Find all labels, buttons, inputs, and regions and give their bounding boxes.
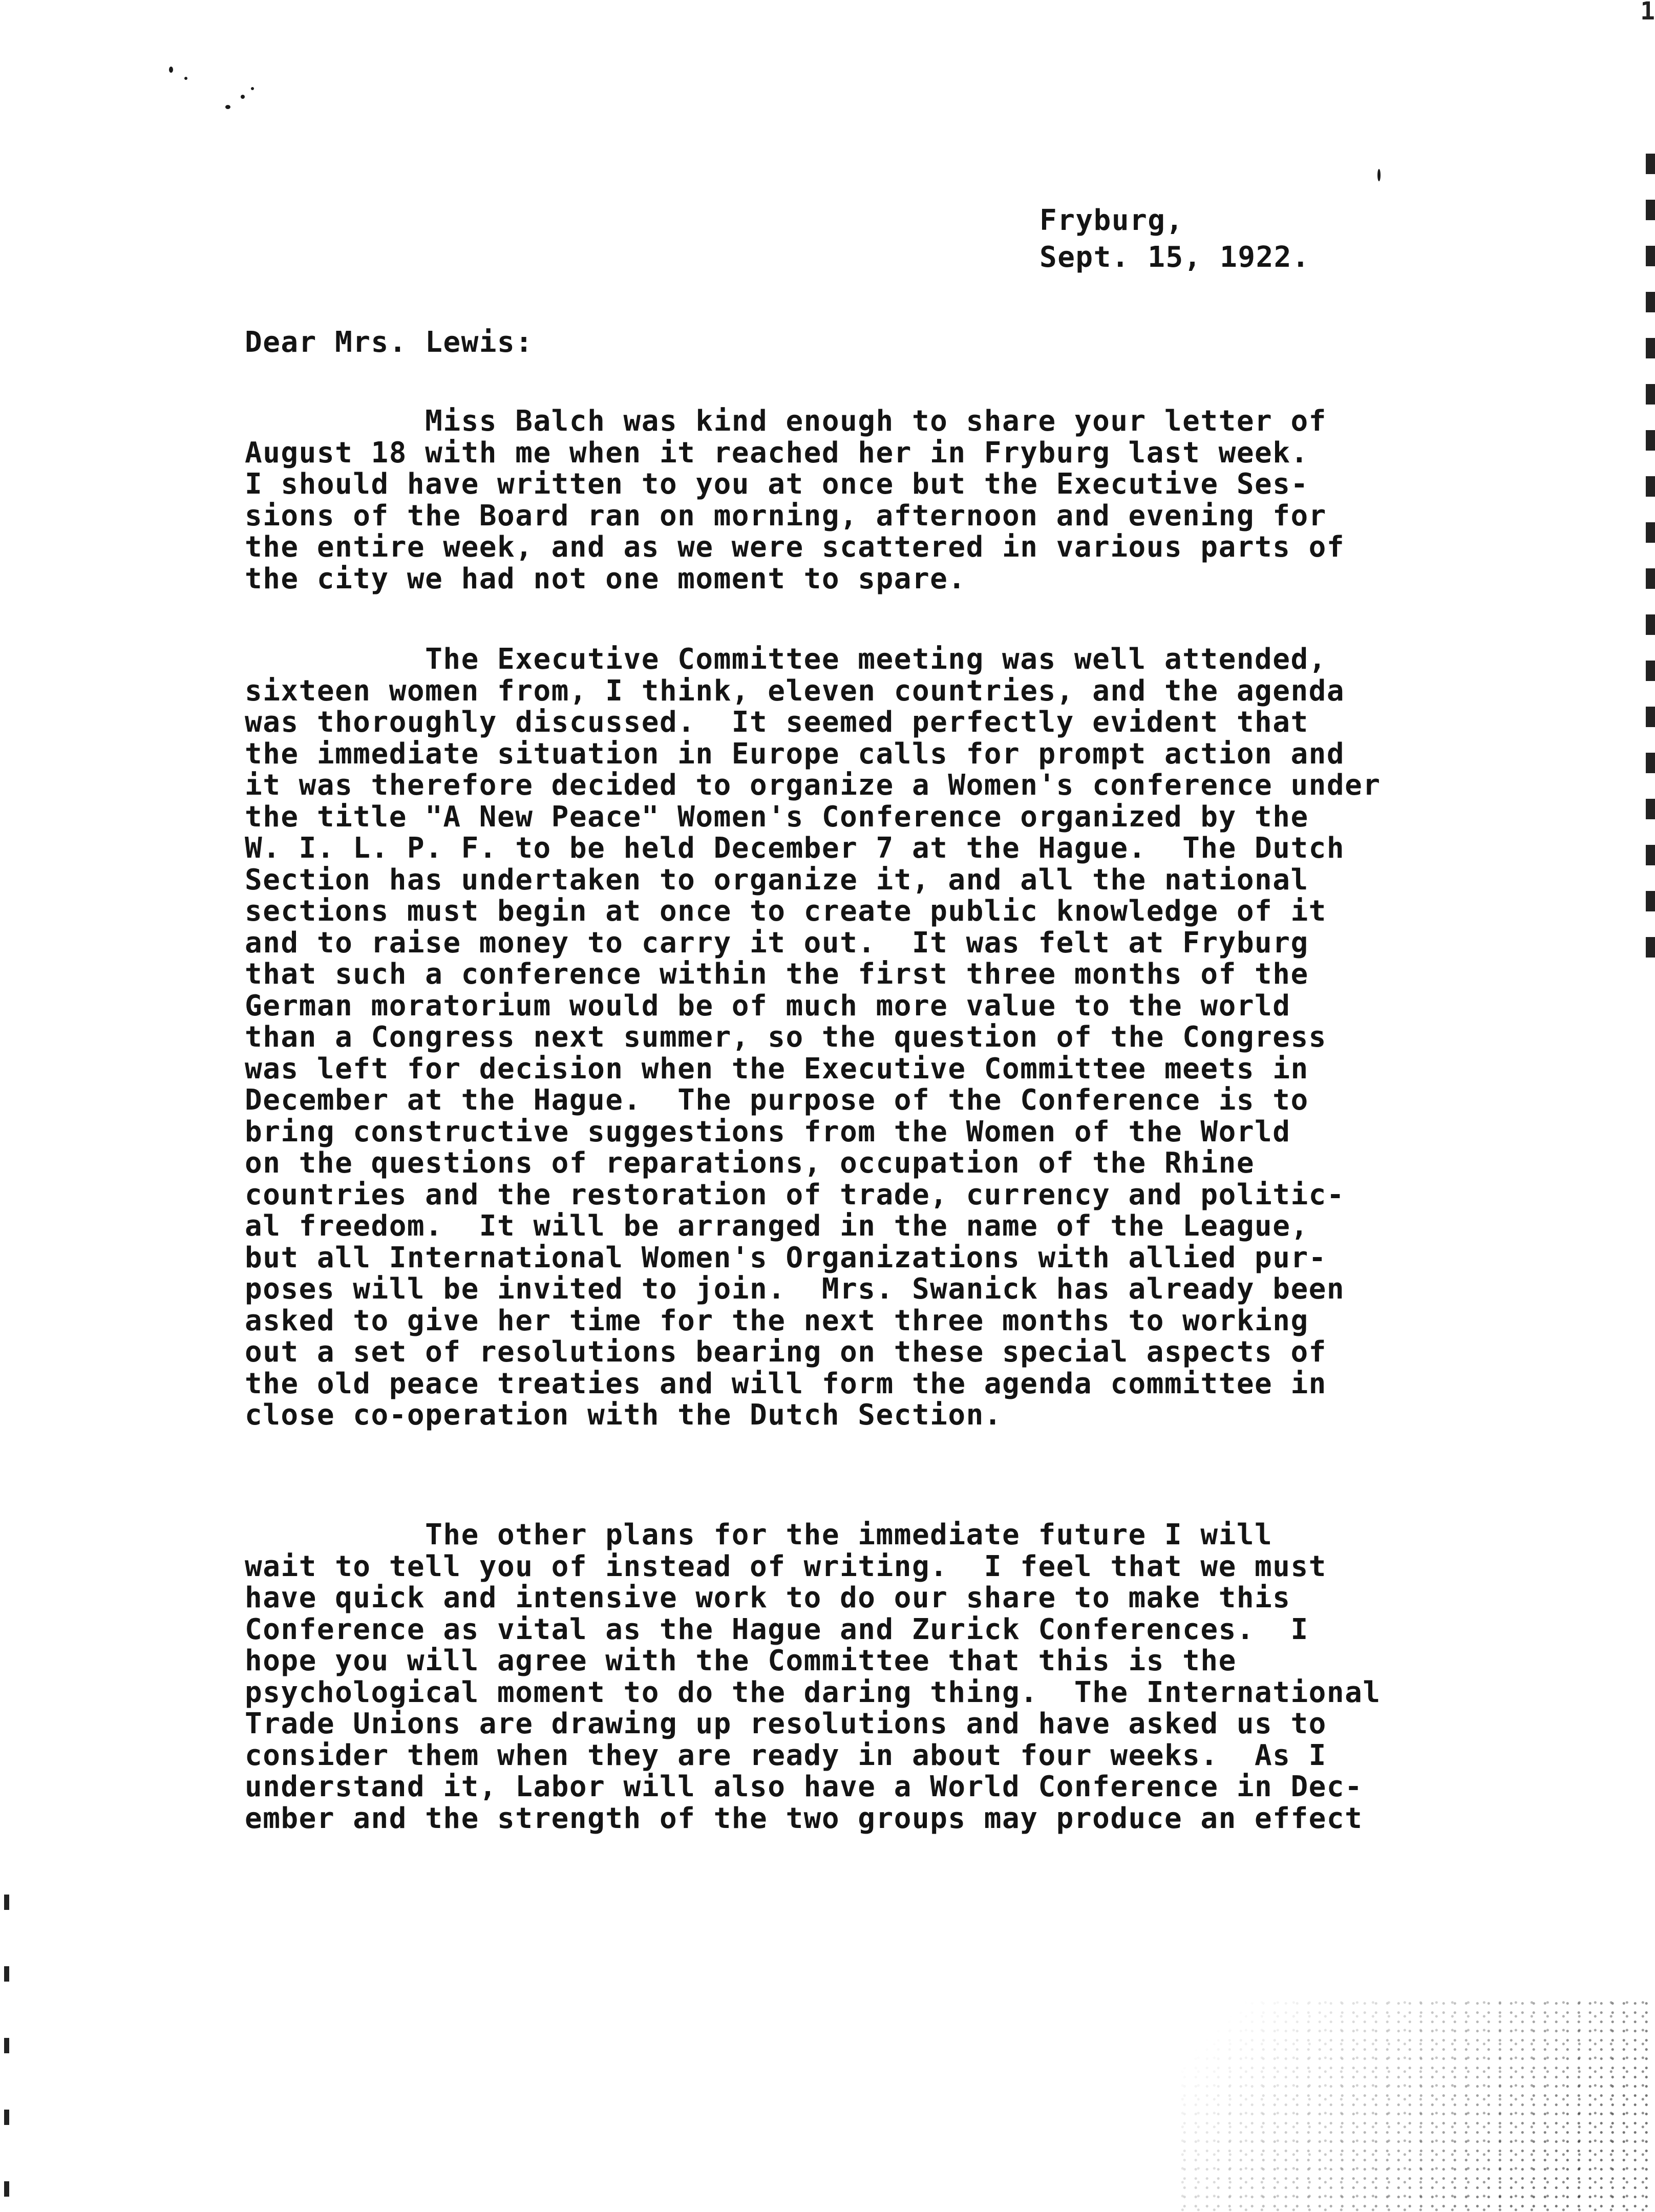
page-number: 1 [1640,0,1655,26]
letter-line: The other plans for the immediate future I will [245,1518,1273,1551]
letter-line: consider them when they are ready in about four weeks. As I [245,1738,1327,1772]
letter-line: I should have written to you at once but the Executive Ses- [245,467,1309,501]
letter-line: Miss Balch was kind enough to share your letter of [245,405,1327,438]
scan-speck [241,95,245,99]
letter-line: the title "A New Peace" Women's Conference organized by the [245,800,1309,834]
letter-line: the old peace treaties and will form the agenda committee in [245,1367,1327,1400]
letter-line: the immediate situation in Europe calls for prompt action and [245,737,1345,771]
letter-line: wait to tell you of instead of writing. I feel that we must [245,1549,1327,1583]
scan-noise [1178,1997,1655,2212]
letter-line: that such a conference within the first three months of the [245,958,1309,991]
letter-line: the city we had not one moment to spare. [245,562,966,595]
letter-line: it was therefore decided to organize a Women's conference under [245,769,1381,802]
letter-line: the entire week, and as we were scattered in various parts of [245,530,1345,564]
letter-line: on the questions of reparations, occupation of the Rhine [245,1146,1255,1180]
scan-speck [225,105,230,109]
letter-place: Fryburg, [1039,204,1184,237]
letter-line: Section has undertaken to organize it, and all the national [245,863,1309,897]
letter-line: countries and the restoration of trade, currency and politic- [245,1178,1345,1211]
letter-line: German moratorium would be of much more value to the world [245,989,1291,1023]
letter-line: out a set of resolutions bearing on these special aspects of [245,1335,1327,1369]
letter-line: but all International Women's Organizations with allied pur- [245,1241,1327,1274]
salutation: Dear Mrs. Lewis: [245,326,534,359]
letter-line: psychological moment to do the daring thing. The International [245,1675,1381,1709]
letter-date: Sept. 15, 1922. [1039,241,1310,274]
letter-line: The Executive Committee meeting was well attended, [245,643,1327,676]
letter-line: poses will be invited to join. Mrs. Swanick has already been [245,1272,1345,1306]
letter-line: al freedom. It will be arranged in the name of the League, [245,1209,1309,1243]
letter-line: than a Congress next summer, so the question of the Congress [245,1020,1327,1054]
scan-speck [251,87,254,90]
scan-speck [169,67,173,73]
scan-edge [4,1895,9,2202]
scan-speck [184,77,187,80]
letter-line: ember and the strength of the two groups may produce an effect [245,1801,1363,1835]
letter-line: hope you will agree with the Committee that this is the [245,1644,1237,1677]
scan-speck [1377,169,1381,181]
scan-edge [1646,154,1655,973]
letter-line: December at the Hague. The purpose of the Conference is to [245,1083,1309,1117]
letter-line: Conference as vital as the Hague and Zurick Conferences. I [245,1612,1309,1646]
letter-line: was left for decision when the Executive Committee meets in [245,1052,1309,1086]
letter-line: Trade Unions are drawing up resolutions and have asked us to [245,1707,1327,1740]
letter-line: sions of the Board ran on morning, afternoon and evening for [245,499,1327,533]
letter-line: sections must begin at once to create public knowledge of it [245,895,1327,928]
letter-line: asked to give her time for the next three months to working [245,1304,1309,1337]
letter-line: sixteen women from, I think, eleven countries, and the agenda [245,674,1345,708]
letter-line: have quick and intensive work to do our share to make this [245,1581,1291,1614]
letter-line: was thoroughly discussed. It seemed perfectly evident that [245,706,1309,739]
letter-line: understand it, Labor will also have a World Conference in Dec- [245,1770,1363,1803]
letter-line: and to raise money to carry it out. It was felt at Fryburg [245,926,1309,960]
letter-line: August 18 with me when it reached her in Fryburg last week. [245,436,1309,470]
letter-line: W. I. L. P. F. to be held December 7 at the Hague. The Dutch [245,832,1345,865]
letter-line: close co-operation with the Dutch Section. [245,1398,1003,1432]
letter-line: bring constructive suggestions from the Women of the World [245,1115,1291,1148]
